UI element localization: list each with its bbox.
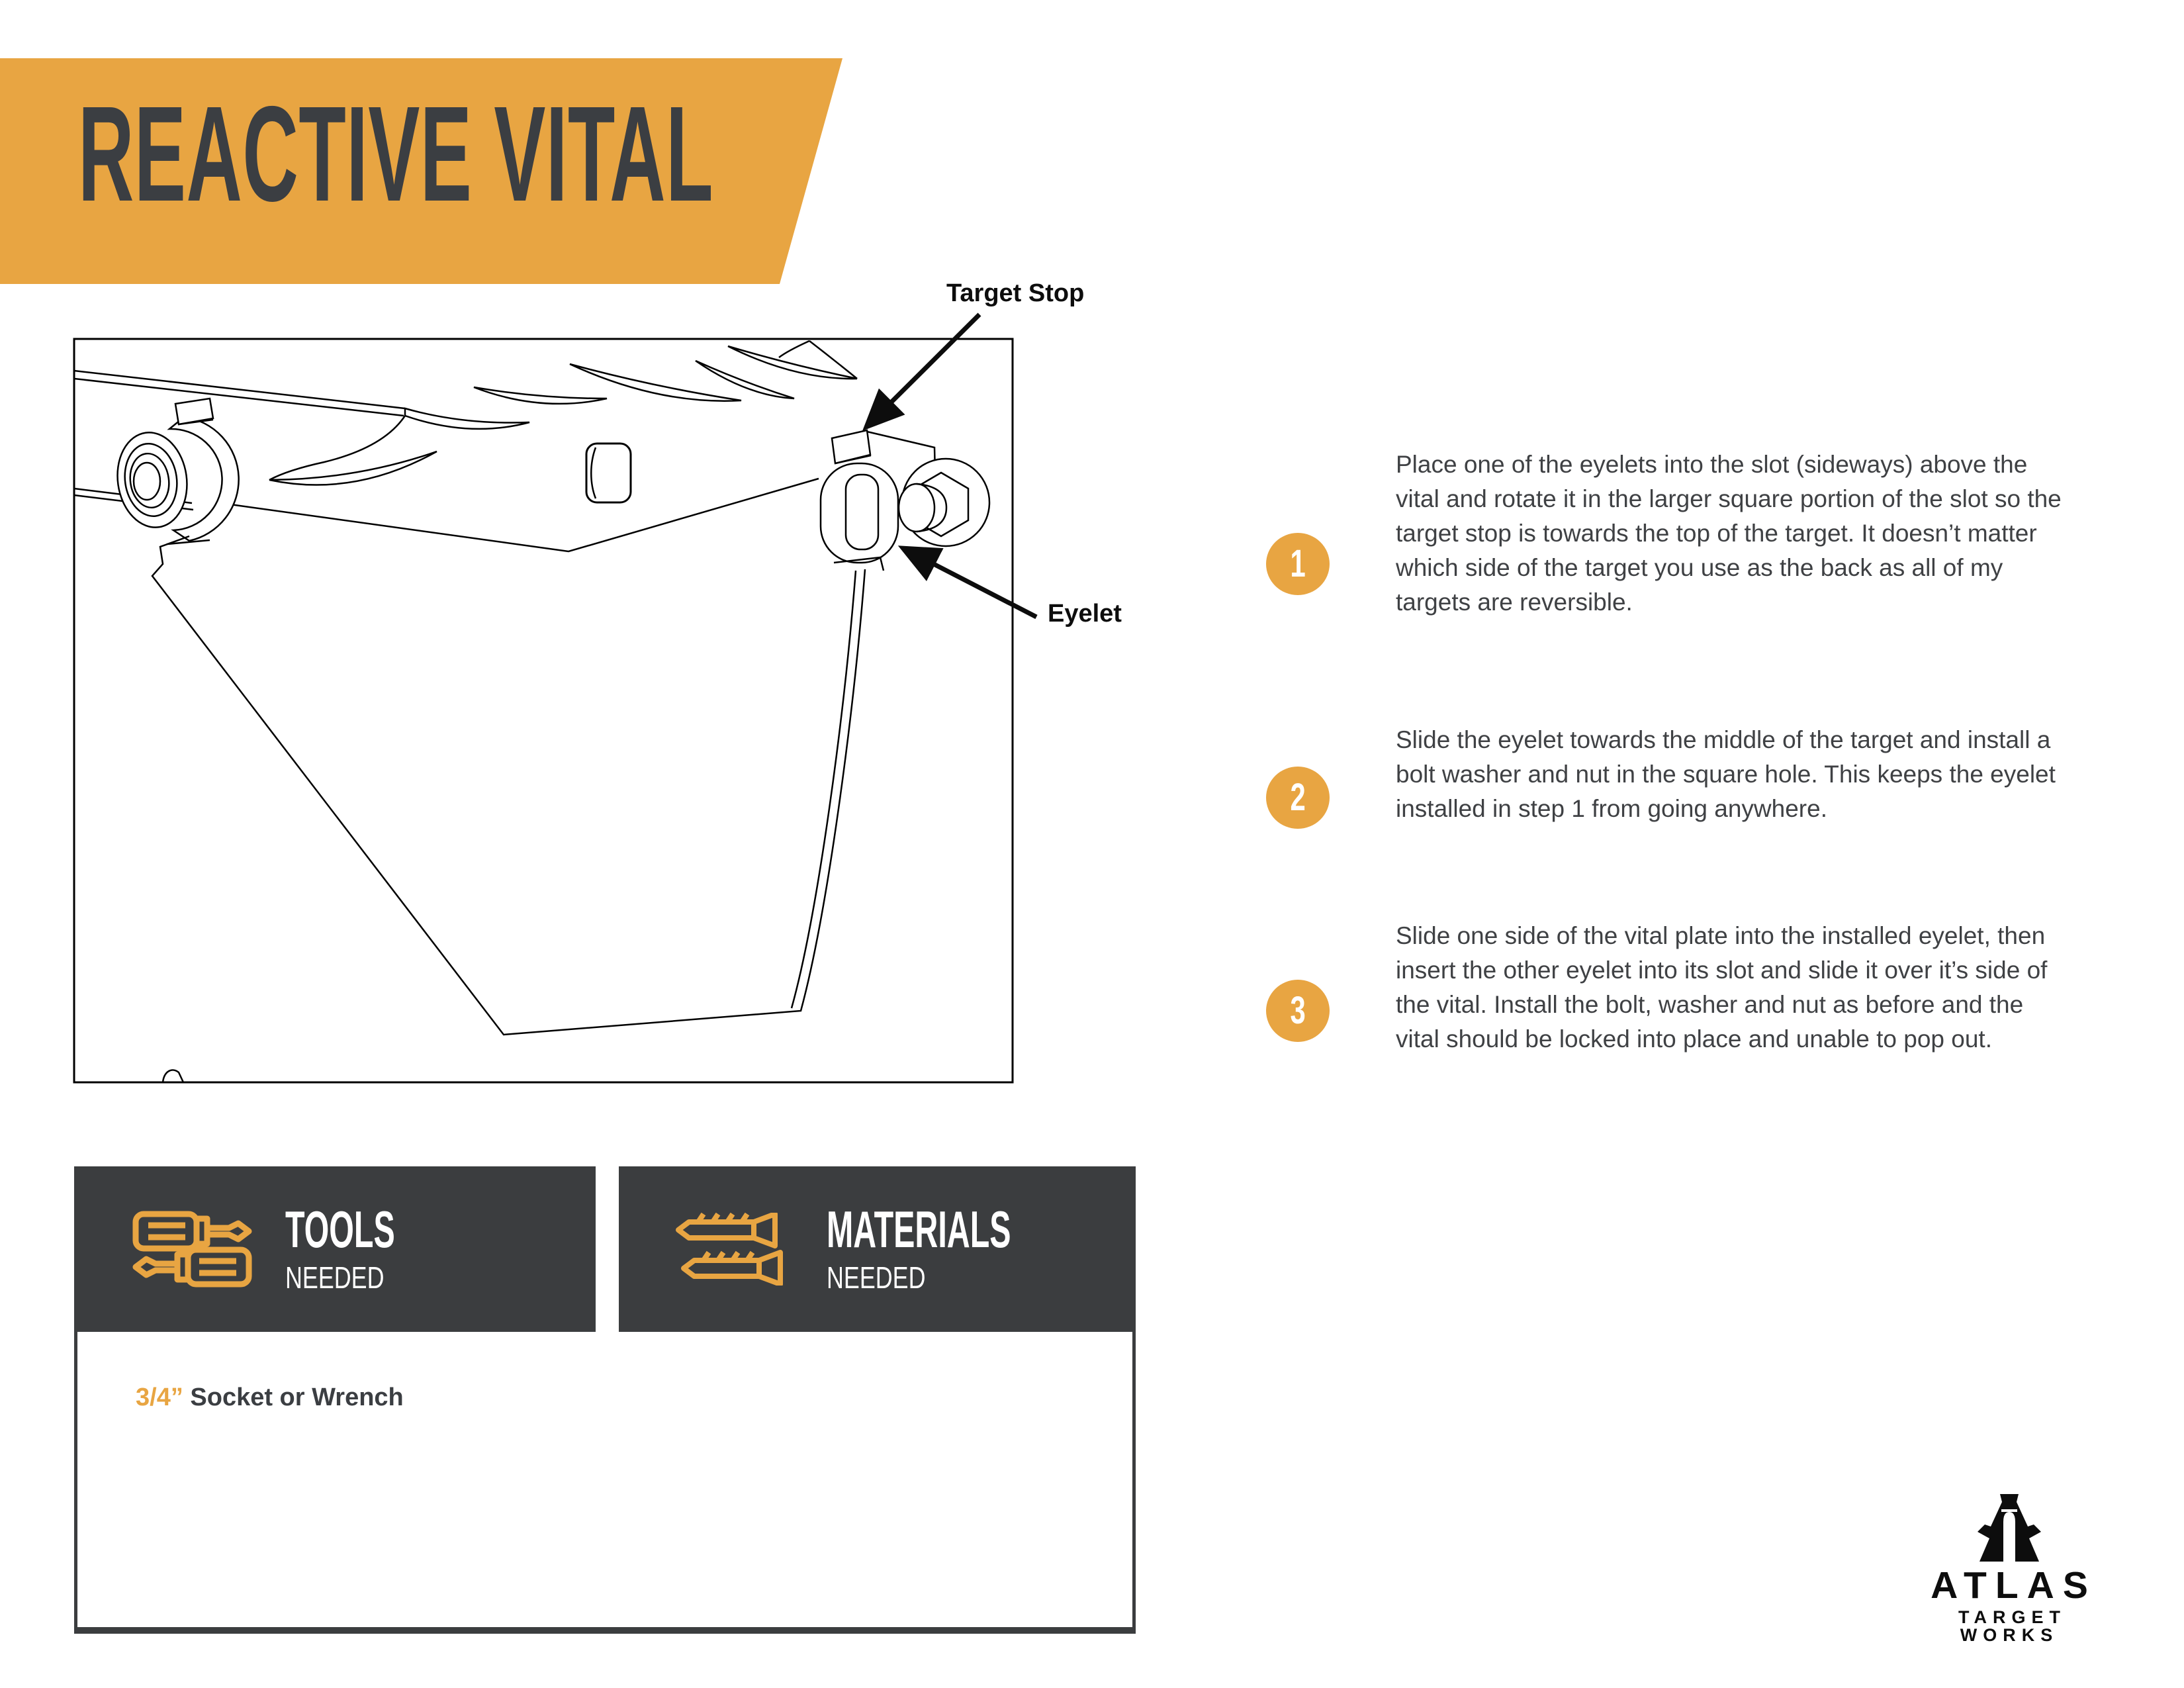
screws-icon — [676, 1213, 795, 1286]
logo-subtitle: TARGET WORKS — [1958, 1607, 2066, 1645]
assembly-diagram — [66, 252, 1191, 1112]
step-3-number: 3 — [1290, 989, 1306, 1032]
tool-name-text: Socket or Wrench — [183, 1383, 404, 1411]
screwdrivers-icon — [131, 1210, 253, 1288]
step-1-number: 1 — [1290, 542, 1306, 585]
page-title: REACTIVE VITAL — [78, 78, 714, 230]
step-1-badge — [1266, 533, 1330, 595]
tool-size-text: 3/4” — [136, 1383, 183, 1411]
square-slot — [586, 444, 631, 502]
eyelet-label: Eyelet — [1048, 600, 1122, 628]
tools-header — [74, 1166, 596, 1332]
tools-title: TOOLS — [285, 1200, 395, 1258]
step-2-text: Slide the eyelet towards the middle of the target and install a bolt washer and nut in the square hole. This keeps the eyelet installed in step 1 from going anywhere. — [1396, 726, 2056, 822]
step-3-text: Slide one side of the vital plate into the installed eyelet, then insert the other eyelet into its slot and slide it over it’s side of the vital. Install the bolt, washer and nut as before and the vital should be locked into place and unable to pop out. — [1396, 922, 2048, 1053]
logo-wordmark: ATLAS — [1931, 1564, 2097, 1607]
atlas-logo — [1906, 1493, 2113, 1644]
materials-title: MATERIALS — [827, 1200, 1011, 1258]
target-stop-label: Target Stop — [946, 279, 1085, 307]
step-2-number: 2 — [1290, 776, 1306, 819]
atlas-a-bullet-mark-icon — [1968, 1493, 2050, 1563]
tools-list-item — [136, 1383, 404, 1412]
needed-list-box — [74, 1331, 1136, 1634]
tools-subtitle: NEEDED — [285, 1260, 385, 1295]
step-3-badge — [1266, 980, 1330, 1042]
materials-header — [619, 1166, 1136, 1332]
step-1-text: Place one of the eyelets into the slot (sideways) above the vital and rotate it in the larger square portion of the slot so the target stop is towards the top of the target. It doesn’t matter which side of the target you use as the back as all of my targets are reversible. — [1396, 451, 2062, 616]
materials-subtitle: NEEDED — [827, 1260, 926, 1295]
step-2-badge — [1266, 767, 1330, 829]
